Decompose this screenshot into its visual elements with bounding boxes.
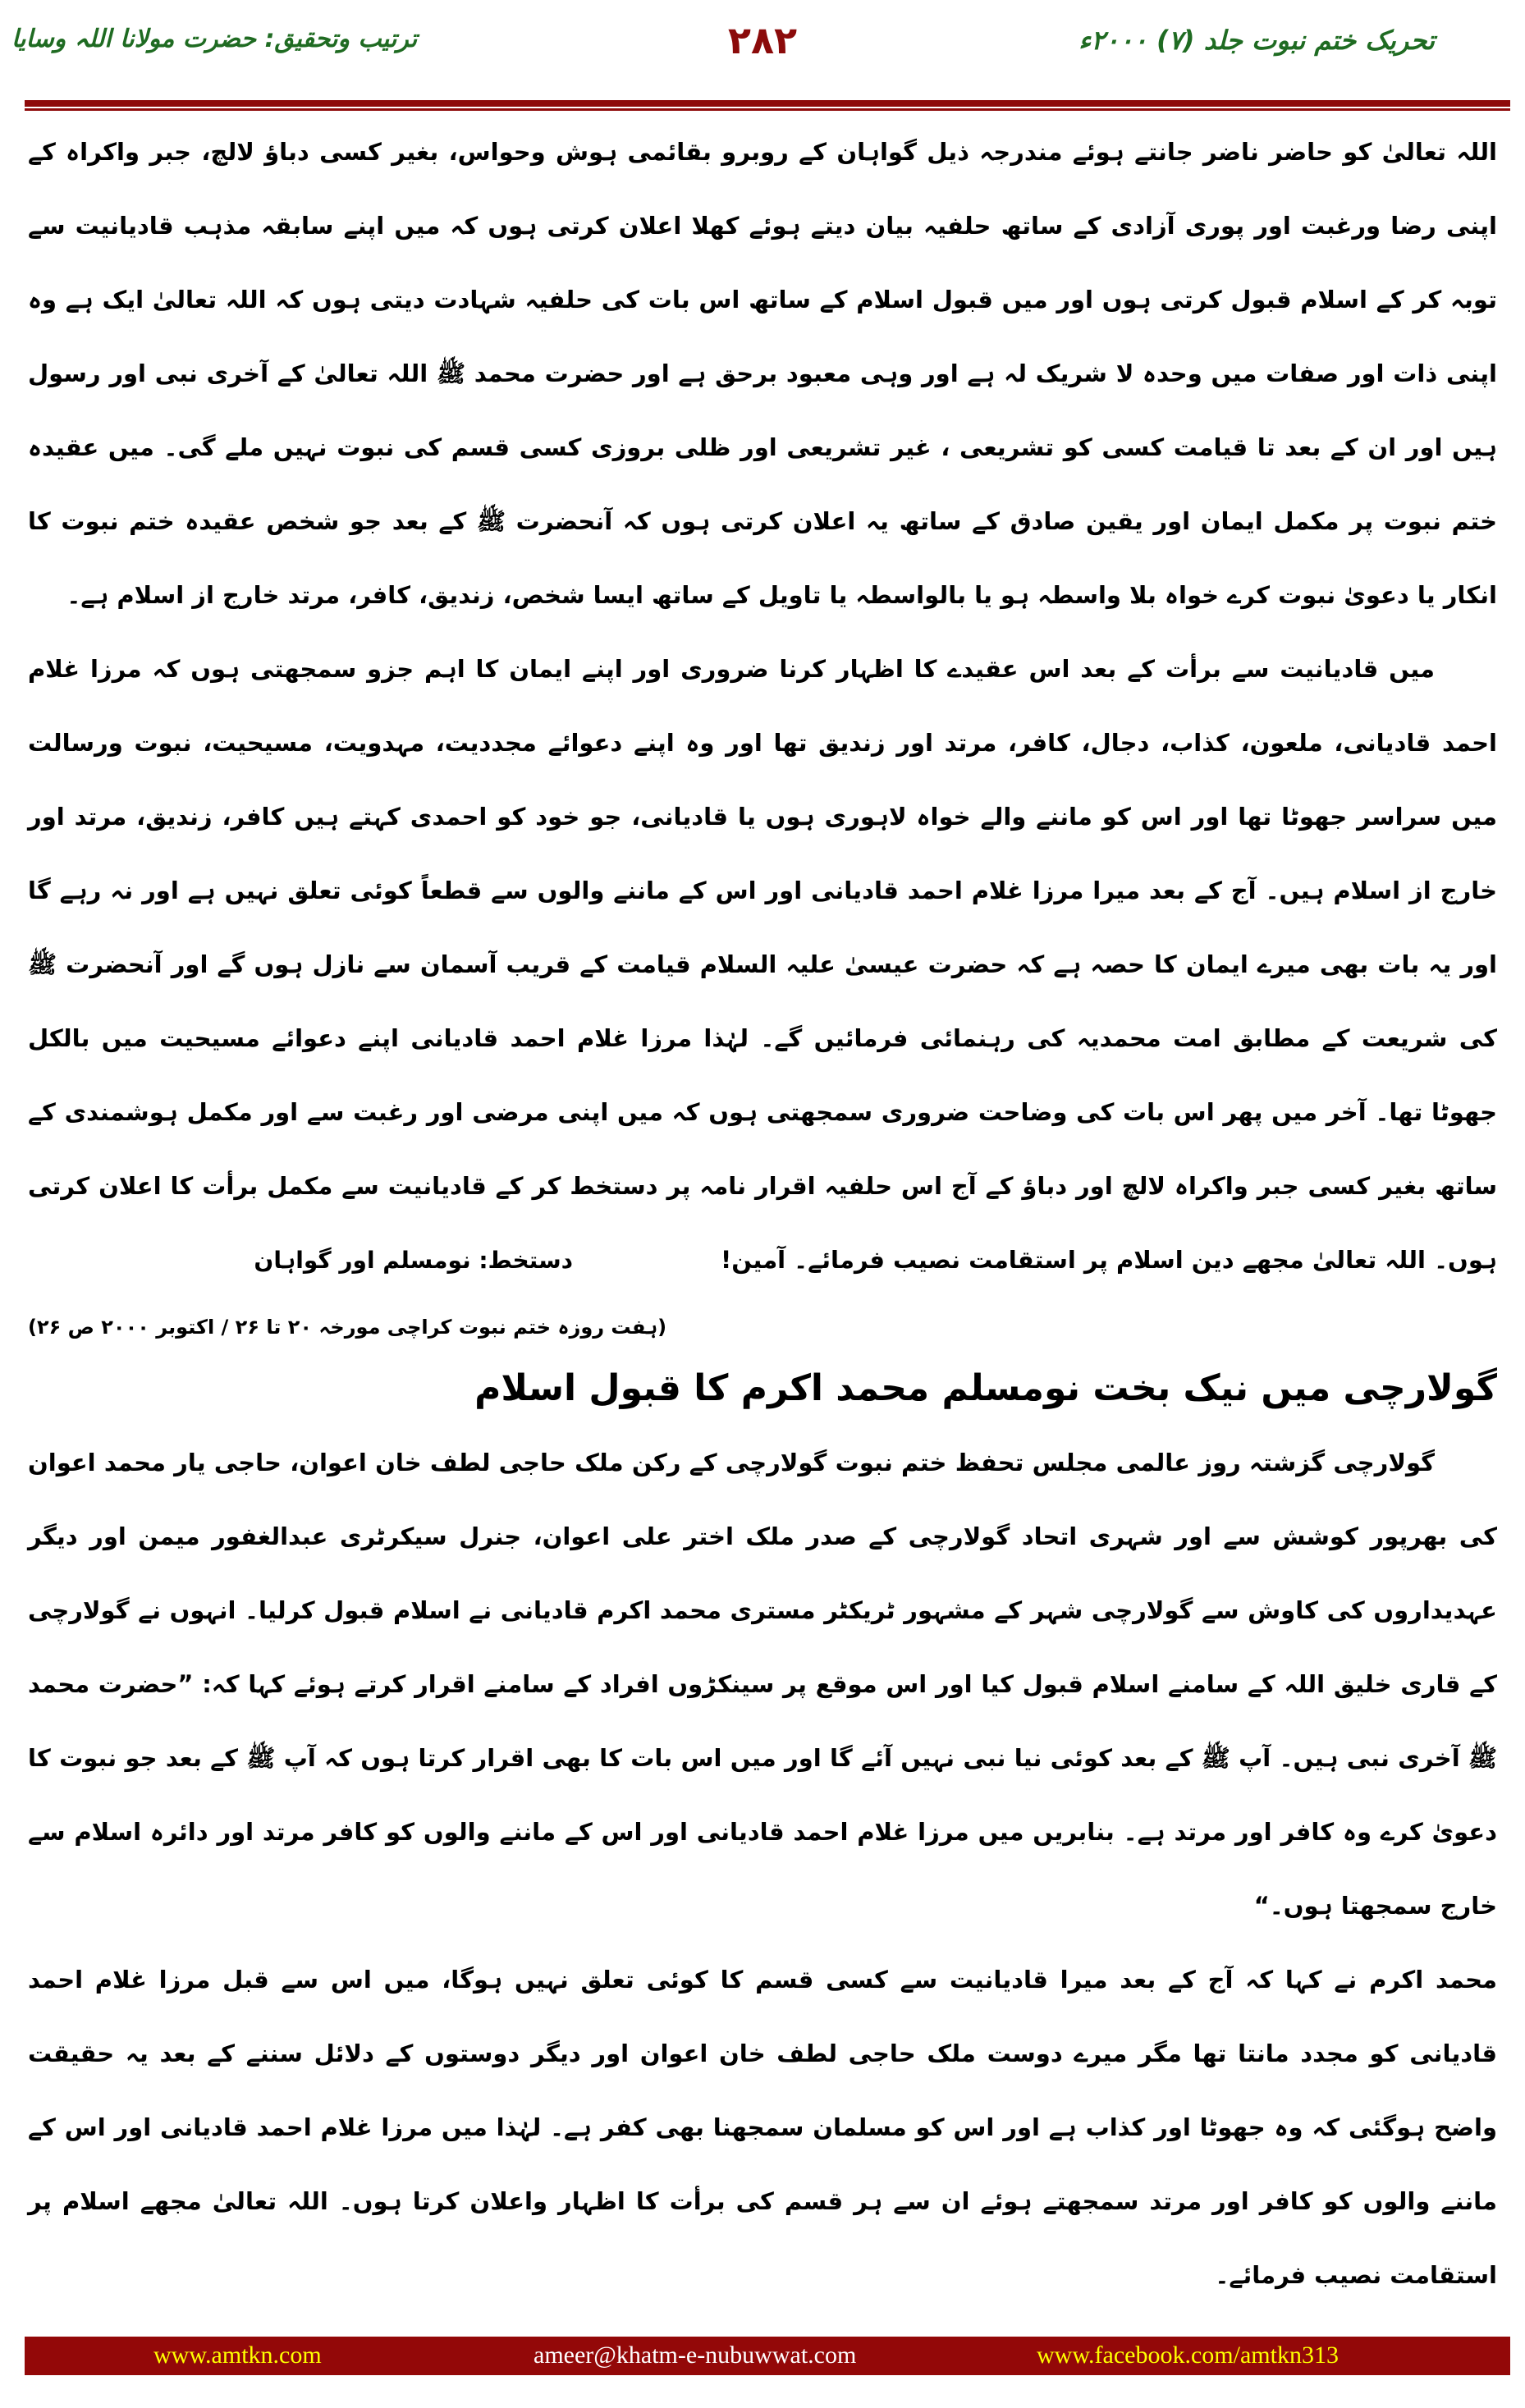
section-heading: گولارچی میں نیک بخت نومسلم محمد اکرم کا قبول اسلام — [474, 1367, 1497, 1409]
paragraph-line: سے اور شہری اتحاد گولارچی کے صدر ملک اختر علی اعوان، جنرل سیکرٹری عبدالغفور میمن اور دیگر عہدیداروں کی کاوش سے گولارچی شہر کے — [28, 1522, 1497, 1624]
paragraph-line: گولارچی گزشتہ روز عالمی مجلس تحفظ ختم نبوت گولارچی کے رکن ملک حاجی لطف خان اعوان، حاجی یار محمد اعوان کی بھرپور کوشش — [28, 1449, 1497, 1550]
paragraph-line: اس بات کا بھی اقرار کرتا ہوں کہ آپ ﷺ کے بعد جو نبوت کا دعویٰ کرے وہ کافر اور مرتد ہے۔ بنابریں میں مرزا غلام احمد قادیانی اور اس — [28, 1744, 1497, 1846]
news-paragraph-1 — [28, 1426, 1497, 1943]
paragraph-line: ورغبت اور پوری آزادی کے ساتھ حلفیہ بیان دیتے ہوئے کھلا اعلان کرتی ہوں کہ میں اپنے سابقہ مذہب قادیانیت سے توبہ کر کے اسلام — [28, 212, 1497, 314]
paragraph-line: اس کو مسلمان سمجھنا بھی کفر ہے۔ لہٰذا میں مرزا غلام احمد قادیانی اور اس کے ماننے والوں کو کافر اور مرتد سمجھتے ہوئے ان سے ہر قسم کی برأت کا — [28, 2113, 1497, 2215]
signature-note: دستخط: نومسلم اور گواہان — [254, 1247, 574, 1274]
paragraph-line: قبول کرتی ہوں اور میں قبول اسلام کے ساتھ اس بات کی حلفیہ شہادت دیتی ہوں کہ اللہ تعالیٰ ایک ہے وہ اپنی ذات اور صفات میں وحدہ لا — [28, 286, 1497, 387]
news-paragraph-2 — [28, 1943, 1497, 2312]
paragraph-line: آنحضرت ﷺ کے بعد جو شخص عقیدہ ختم نبوت کا انکار یا دعویٰ نبوت کرے خواہ بلا واسطہ ہو یا بالواسطہ یا تاویل کے ساتھ ایسا شخص، زندیق، — [28, 507, 1497, 609]
paragraph-line: کافر، مرتد خارج از اسلام ہے۔ — [66, 581, 410, 609]
paragraph-line: کے ماننے والوں کو کافر مرتد اور دائرہ اسلام سے خارج سمجھتا ہوں۔“ — [28, 1818, 1497, 1920]
facebook-link[interactable]: www.facebook.com/amtkn313 — [1037, 2342, 1339, 2369]
email-link[interactable]: ameer@khatm-e-nubuwwat.com — [534, 2342, 857, 2369]
paragraph-line: مرضی اور رغبت سے اور مکمل ہوشمندی کے ساتھ بغیر کسی جبر واکراہ لالچ اور دباؤ کے آج اس حلفیہ اقرار نامہ پر دستخط کر کے قادیانیت سے — [28, 1098, 1497, 1200]
header-rule-thin — [25, 108, 1510, 111]
compiler-credit: ترتیب وتحقیق: حضرت مولانا اللہ وسایا — [11, 25, 418, 53]
paragraph-line: غیر تشریعی اور ظلی بروزی کسی قسم کی نبوت نہیں ملے گی۔ میں عقیدہ ختم نبوت پر مکمل ایمان اور یقین صادق کے ساتھ یہ اعلان کرتی ہوں کہ — [28, 433, 1497, 535]
website-link[interactable]: www.amtkn.com — [153, 2342, 322, 2369]
header-rule-thick — [25, 100, 1510, 107]
paragraph-line: مشہور ٹریکٹر مستری محمد اکرم قادیانی نے اسلام قبول کرلیا۔ انہوں نے گولارچی کے قاری خلیق اللہ کے سامنے اسلام قبول کیا اور اس موقع پر — [28, 1596, 1497, 1698]
paragraph-line: میں قادیانیت سے برأت کے بعد اس عقیدے کا اظہار کرنا ضروری اور اپنے ایمان کا اہم جزو سمجھتی ہوں کہ مرزا غلام احمد — [28, 655, 1497, 757]
page-number: ۲۸۲ — [727, 18, 798, 62]
paragraph-line: حضرت عیسیٰ علیہ السلام قیامت کے قریب آسمان سے نازل ہوں گے اور آنحضرت ﷺ کی شریعت کے مطابق امت محمدیہ کی رہنمائی فرمائیں — [28, 950, 1497, 1052]
source-citation: (ہفت روزہ ختم نبوت کراچی مورخہ ۲۰ تا ۲۶ / اکتوبر ۲۰۰۰ ص ۲۶) — [28, 1316, 667, 1339]
page-header — [0, 0, 1525, 115]
oath-paragraph-1 — [28, 115, 1497, 632]
paragraph-line: سینکڑوں افراد کے سامنے اقرار کرتے ہوئے کہا کہ: ”حضرت محمد ﷺ آخری نبی ہیں۔ آپ ﷺ کے بعد کوئی نیا نبی نہیں آئے گا اور میں — [28, 1670, 1497, 1772]
paragraph-line: بعد میرا مرزا غلام احمد قادیانی اور اس کے ماننے والوں سے قطعاً کوئی تعلق نہیں ہے اور نہ رہے گا اور یہ بات بھی میرے ایمان کا حصہ ہے کہ — [28, 877, 1497, 978]
book-title: تحریک ختم نبوت جلد (۷) ۲۰۰۰ء — [1078, 25, 1435, 56]
paragraph-line: جھوٹا تھا اور اس کو ماننے والے خواہ لاہوری ہوں یا قادیانی، جو خود کو احمدی کہتے ہیں کافر، زندیق، مرتد اور خارج از اسلام ہیں۔ آج کے — [28, 803, 1497, 904]
paragraph-line: قادیانی، ملعون، کذاب، دجال، کافر، مرتد اور زندیق تھا اور وہ اپنے دعوائے مجددیت، مہدویت، مسیحیت، نبوت ورسالت میں سراسر — [28, 729, 1497, 831]
paragraph-line: محمد اکرم نے کہا کہ آج کے بعد میرا قادیانیت سے کسی قسم کا کوئی تعلق نہیں ہوگا، میں اس سے قبل مرزا غلام احمد قادیانی کو مجدد مانتا — [28, 1966, 1497, 2067]
article-body — [0, 115, 1525, 2312]
footer-bar — [25, 2337, 1510, 2375]
paragraph-line: اللہ تعالیٰ کو حاضر ناضر جانتے ہوئے مندرجہ ذیل گواہان کے روبرو بقائمی ہوش وحواس، بغیر کسی دباؤ لالچ، جبر واکراہ کے اپنی رضا — [28, 138, 1497, 240]
paragraph-line: شریک لہ ہے اور وہی معبود برحق ہے اور حضرت محمد ﷺ اللہ تعالیٰ کے آخری نبی اور رسول ہیں اور ان کے بعد تا قیامت کسی کو تشریعی ، — [28, 359, 1497, 461]
paragraph-line: تھا مگر میرے دوست ملک حاجی لطف خان اعوان اور دیگر دوستوں کے دلائل سننے کے بعد یہ حقیقت واضح ہوگئی کہ وہ جھوٹا اور کذاب ہے اور — [28, 2039, 1497, 2141]
paragraph-line: اظہار واعلان کرتا ہوں۔ اللہ تعالیٰ مجھے اسلام پر استقامت نصیب فرمائے۔ — [28, 2187, 1497, 2289]
oath-paragraph-2 — [28, 632, 1497, 1298]
paragraph-line: گے۔ لہٰذا مرزا غلام احمد قادیانی اپنے دعوائے مسیحیت میں بالکل جھوٹا تھا۔ آخر میں پھر اس بات کی وضاحت ضروری سمجھتی ہوں کہ میں اپنی — [28, 1024, 1497, 1126]
paragraph-line: مکمل برأت کا اعلان کرتی ہوں۔ اللہ تعالیٰ مجھے دین اسلام پر استقامت نصیب فرمائے۔ آمین! — [28, 1172, 1497, 1274]
